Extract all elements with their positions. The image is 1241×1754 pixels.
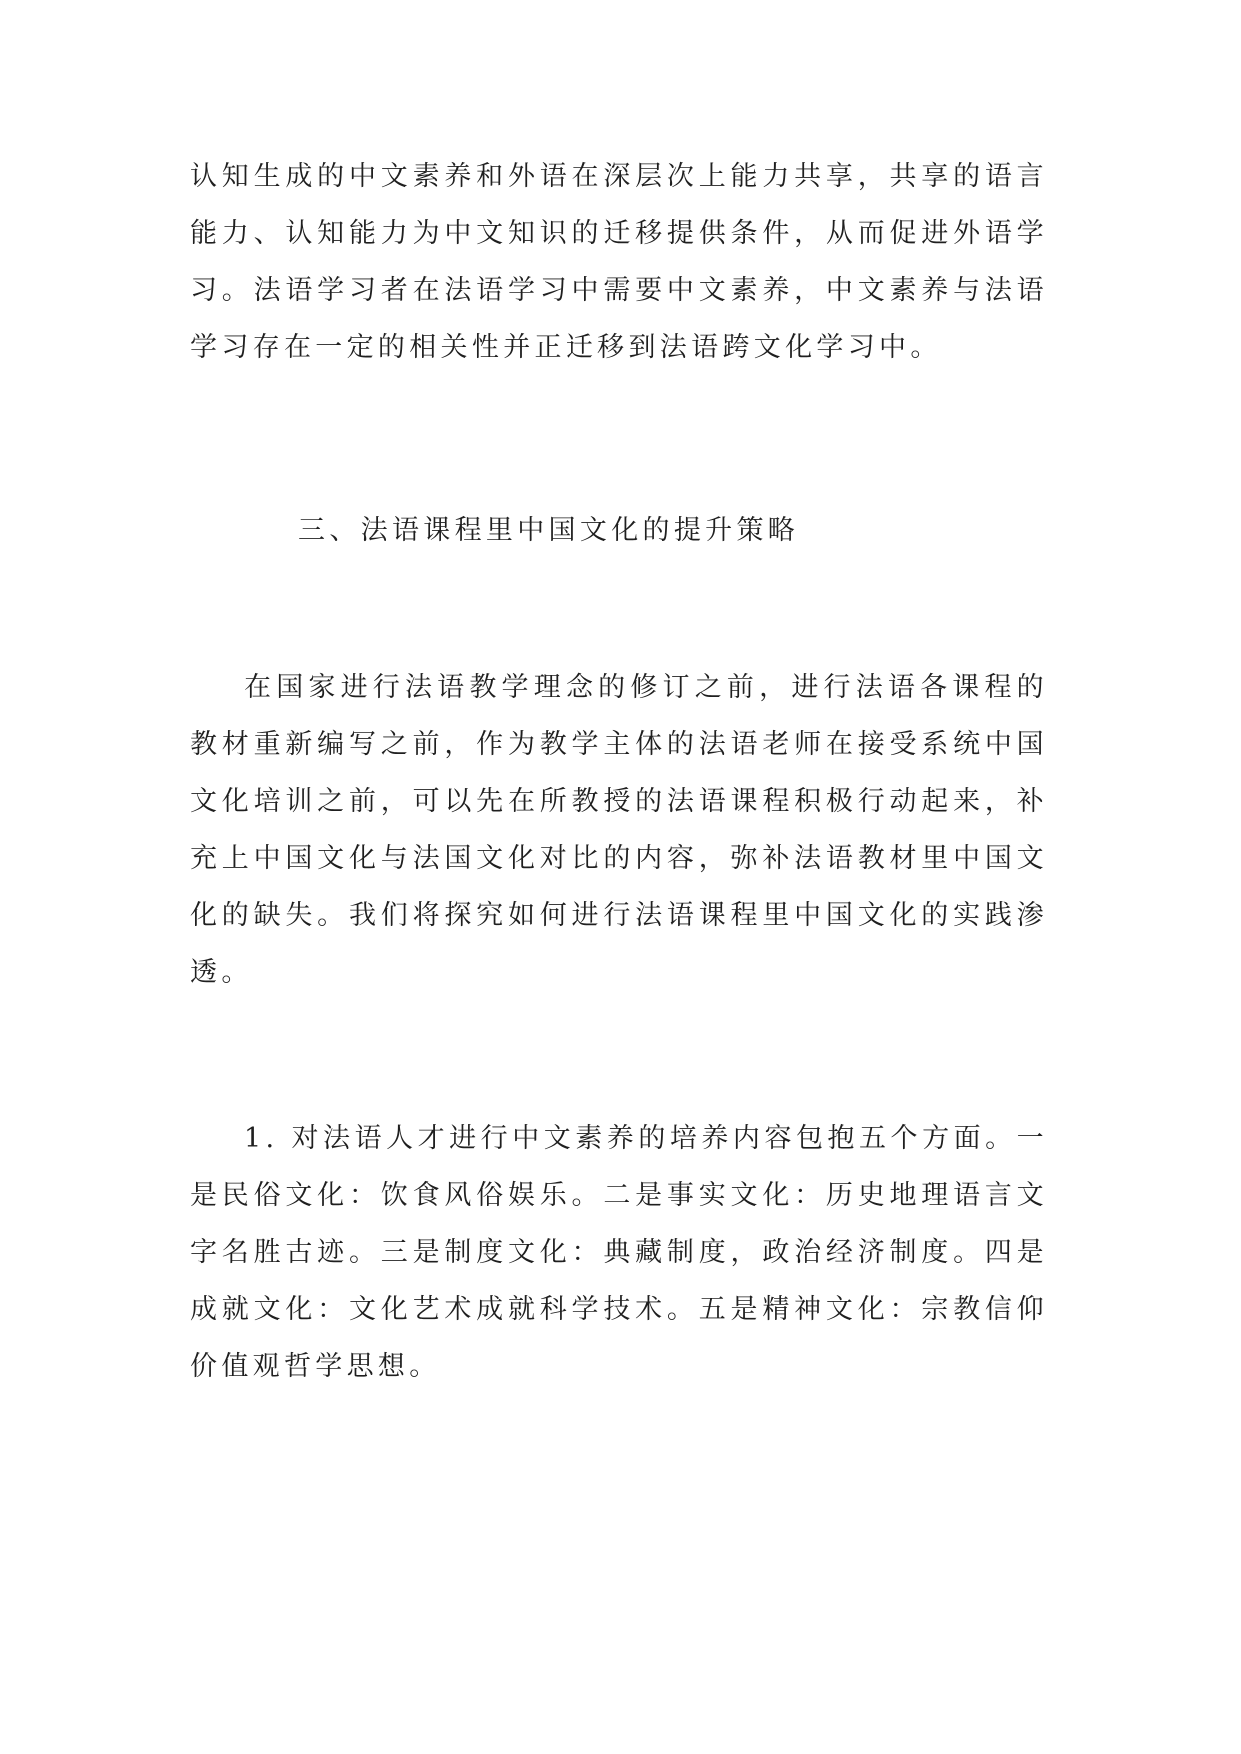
paragraph-strategy-intro: 在国家进行法语教学理念的修订之前，进行法语各课程的教材重新编写之前，作为教学主体的法语老师在接受系统中国文化培训之前，可以先在所教授的法语课程积极行动起来，补充上中国文化与法国文化对比的内容，弥补法语教材里中国文化的缺失。我们将探究如何进行法语课程里中国文化的实践渗透。: [190, 672, 1048, 988]
section-heading: 三、法语课程里中国文化的提升策略: [298, 515, 800, 546]
paragraph-list-item-1: 1. 对法语人才进行中文素养的培养内容包抱五个方面。一是民俗文化：饮食风俗娱乐。二是事实文化：历史地理语言文字名胜古迹。三是制度文化：典藏制度，政治经济制度。四是成就文化：文化艺术成就科学技术。五是精神文化：宗教信仰价值观哲学思想。: [190, 1123, 1048, 1382]
paragraph-continuation: 认知生成的中文素养和外语在深层次上能力共享，共享的语言能力、认知能力为中文知识的迁移提供条件，从而促进外语学习。法语学习者在法语学习中需要中文素养，中文素养与法语学习存在一定的相关性并正迁移到法语跨文化学习中。: [190, 161, 1048, 363]
